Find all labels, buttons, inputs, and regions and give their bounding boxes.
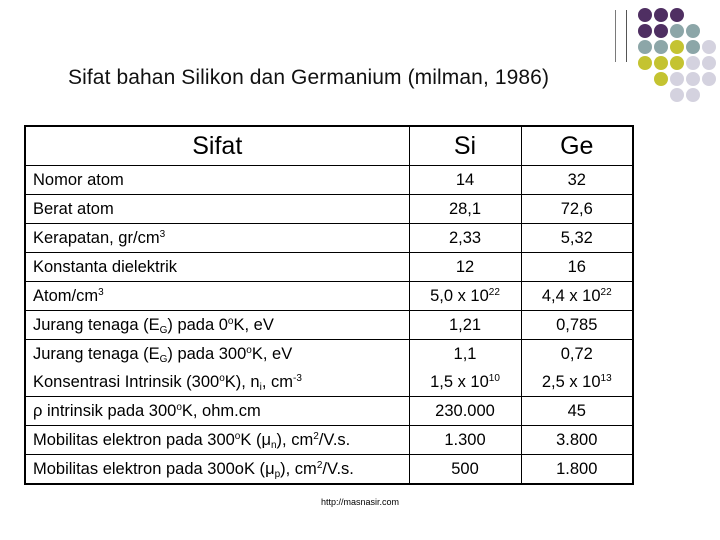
ge-value: 0,72 bbox=[521, 340, 633, 369]
row-label: ρ intrinsik pada 300$^o$K, ohm.cm bbox=[25, 397, 409, 426]
si-value: 230.000 bbox=[409, 397, 521, 426]
ge-value: 0,785 bbox=[521, 311, 633, 340]
ge-value: 1.800 bbox=[521, 455, 633, 485]
decor-dot bbox=[670, 24, 684, 38]
si-value: 1.300 bbox=[409, 426, 521, 455]
decor-dot bbox=[686, 56, 700, 70]
si-value: 14 bbox=[409, 166, 521, 195]
properties-table bbox=[24, 125, 634, 485]
row-label: Mobilitas elektron pada 300oK $(\mu_p)$, $cm^2/V.s$. bbox=[25, 455, 409, 485]
decor-dot bbox=[686, 24, 700, 38]
row-label: Jurang tenaga $(E_G)$ pada 0$^o$K, eV bbox=[25, 311, 409, 340]
decor-dot bbox=[670, 56, 684, 70]
table-row bbox=[25, 224, 633, 253]
header-ge: Ge bbox=[521, 126, 633, 166]
si-value: 28,1 bbox=[409, 195, 521, 224]
table-row bbox=[25, 282, 633, 311]
ge-value: 3.800 bbox=[521, 426, 633, 455]
decor-dot bbox=[654, 40, 668, 54]
header-si: Si bbox=[409, 126, 521, 166]
si-value: 1,5 x $10^{10}$ bbox=[409, 368, 521, 397]
decor-dot-grid bbox=[638, 8, 720, 118]
si-value: 2,33 bbox=[409, 224, 521, 253]
si-value: 1,1 bbox=[409, 340, 521, 369]
table-row bbox=[25, 311, 633, 340]
ge-value: 16 bbox=[521, 253, 633, 282]
decor-dot bbox=[670, 8, 684, 22]
table-row bbox=[25, 368, 633, 397]
decor-dot bbox=[702, 56, 716, 70]
decor-dot bbox=[654, 72, 668, 86]
si-value: 12 bbox=[409, 253, 521, 282]
decor-dot bbox=[686, 40, 700, 54]
decor-dot bbox=[638, 8, 652, 22]
row-label: Konsentrasi Intrinsik (300$^o$K), $n_i$, $cm^{-3}$ bbox=[25, 368, 409, 397]
decor-line-2 bbox=[626, 10, 627, 62]
slide-title: Sifat bahan Silikon dan Germanium (milman, 1986) bbox=[68, 66, 550, 89]
row-label: Atom/$cm^3$ bbox=[25, 282, 409, 311]
table-row bbox=[25, 397, 633, 426]
decor-dot bbox=[702, 72, 716, 86]
decor-dot bbox=[670, 88, 684, 102]
decor-dot bbox=[702, 40, 716, 54]
table-row bbox=[25, 195, 633, 224]
table-row bbox=[25, 340, 633, 369]
decor-dot bbox=[686, 88, 700, 102]
table-row bbox=[25, 166, 633, 195]
decor-dot bbox=[638, 56, 652, 70]
table-row bbox=[25, 426, 633, 455]
ge-value: 72,6 bbox=[521, 195, 633, 224]
row-label: Jurang tenaga $(E_G)$ pada 300$^o$K, eV bbox=[25, 340, 409, 369]
table-row bbox=[25, 455, 633, 485]
row-label: Berat atom bbox=[25, 195, 409, 224]
footer-url: http://masnasir.com bbox=[320, 497, 400, 507]
header-sifat: Sifat bbox=[25, 126, 409, 166]
ge-value: 45 bbox=[521, 397, 633, 426]
decor-dot bbox=[654, 8, 668, 22]
ge-value: 4,4 x $10^{22}$ bbox=[521, 282, 633, 311]
decor-dot bbox=[638, 24, 652, 38]
si-value: 5,0 x $10^{22}$ bbox=[409, 282, 521, 311]
decor-dot bbox=[686, 72, 700, 86]
row-label: Mobilitas elektron pada 300$^o$K $(\mu_n)$, $cm^2/V.s$. bbox=[25, 426, 409, 455]
ge-value: 32 bbox=[521, 166, 633, 195]
table-row bbox=[25, 253, 633, 282]
si-value: 500 bbox=[409, 455, 521, 485]
ge-value: 2,5 x $10^{13}$ bbox=[521, 368, 633, 397]
row-label: Konstanta dielektrik bbox=[25, 253, 409, 282]
decor-dot bbox=[670, 72, 684, 86]
si-value: 1,21 bbox=[409, 311, 521, 340]
decor-dot bbox=[654, 24, 668, 38]
decor-dot bbox=[638, 40, 652, 54]
row-label: Nomor atom bbox=[25, 166, 409, 195]
row-label: Kerapatan, $gr/cm^3$ bbox=[25, 224, 409, 253]
table-header-row bbox=[25, 126, 633, 166]
decor-dot bbox=[654, 56, 668, 70]
ge-value: 5,32 bbox=[521, 224, 633, 253]
decor-line-1 bbox=[615, 10, 616, 62]
decor-dot bbox=[670, 40, 684, 54]
